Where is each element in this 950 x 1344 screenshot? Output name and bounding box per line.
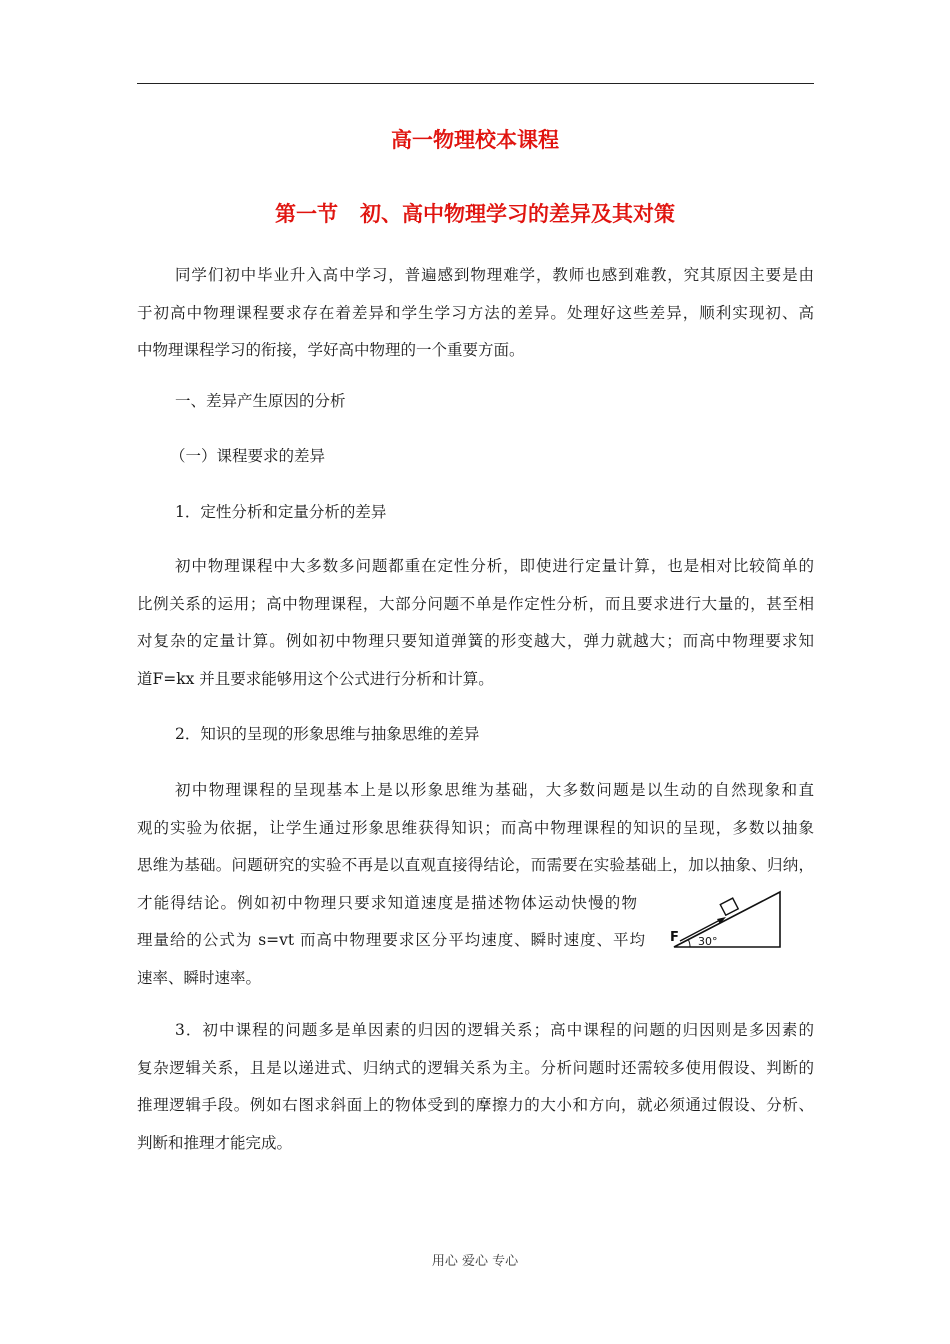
- item2-line: 速率、瞬时速率。: [137, 968, 262, 987]
- intro-line: 中物理课程学习的衔接，学好高中物理的一个重要方面。: [137, 341, 525, 359]
- item3-line: 推理逻辑手段。例如右图求斜面上的物体受到的摩擦力的大小和方向，就必须通过假设、分析、: [137, 1096, 814, 1114]
- section-topic: 初、高中物理学习的差异及其对策: [360, 202, 675, 226]
- item2-line: 观的实验为依据，让学生通过形象思维获得知识；而高中物理课程的知识的呈现，多数以抽象: [137, 818, 814, 837]
- item2-line: 理量给的公式为 s=vt 而高中物理要求区分平均速度、瞬时速度、平均: [137, 931, 645, 949]
- page-footer: 用心 爱心 专心: [431, 1254, 519, 1269]
- item1-line: 道F=kx 并且要求能够用这个公式进行分析和计算。: [137, 669, 494, 688]
- item1-paragraph: [137, 548, 814, 698]
- force-label: F: [670, 930, 679, 945]
- item2-line: 思维为基础。问题研究的实验不再是以直观直接得结论，而需要在实验基础上，加以抽象、归纳，: [137, 856, 814, 874]
- item2-title: 2．知识的呈现的形象思维与抽象思维的差异: [175, 725, 480, 743]
- page-title: 高一物理校本课程: [391, 128, 559, 152]
- section-number: 第一节: [275, 202, 338, 226]
- item3-paragraph: [137, 1012, 814, 1162]
- heading-analysis: 一、差异产生原因的分析: [175, 392, 346, 410]
- item2-paragraph: [137, 772, 814, 997]
- item2-line: 初中物理课程的呈现基本上是以形象思维为基础，大多数问题是以生动的自然现象和直: [175, 781, 814, 799]
- intro-line: 同学们初中毕业升入高中学习，普遍感到物理难学，教师也感到难教，究其原因主要是由: [175, 266, 814, 284]
- intro-line: 于初高中物理课程要求存在着差异和学生学习方法的差异。处理好这些差异，顺利实现初、高: [137, 303, 814, 322]
- incline-diagram: [668, 886, 786, 952]
- angle-label: 30°: [698, 935, 718, 948]
- heading-course-requirements: （一）课程要求的差异: [170, 447, 326, 465]
- item1-title: 1．定性分析和定量分析的差异: [175, 503, 387, 521]
- item2-line: 才能得结论。例如初中物理只要求知道速度是描述物体运动快慢的物: [137, 893, 637, 912]
- header-rule: [137, 83, 814, 84]
- item3-line: 复杂逻辑关系，且是以递进式、归纳式的逻辑关系为主。分析问题时还需较多使用假设、判断的: [137, 1058, 814, 1077]
- section-title: [0, 198, 950, 228]
- item1-line: 对复杂的定量计算。例如初中物理只要知道弹簧的形变越大，弹力就越大；而高中物理要求知: [137, 632, 814, 650]
- item1-line: 比例关系的运用；高中物理课程，大部分问题不单是作定性分析，而且要求进行大量的，甚至相: [137, 594, 814, 613]
- item1-line: 初中物理课程中大多数多问题都重在定性分析，即使进行定量计算，也是相对比较简单的: [175, 557, 814, 575]
- item3-line: 判断和推理才能完成。: [137, 1133, 293, 1152]
- item3-line: 3．初中课程的问题多是单因素的归因的逻辑关系；高中课程的问题的归因则是多因素的: [175, 1021, 814, 1039]
- intro-paragraph: [137, 257, 814, 370]
